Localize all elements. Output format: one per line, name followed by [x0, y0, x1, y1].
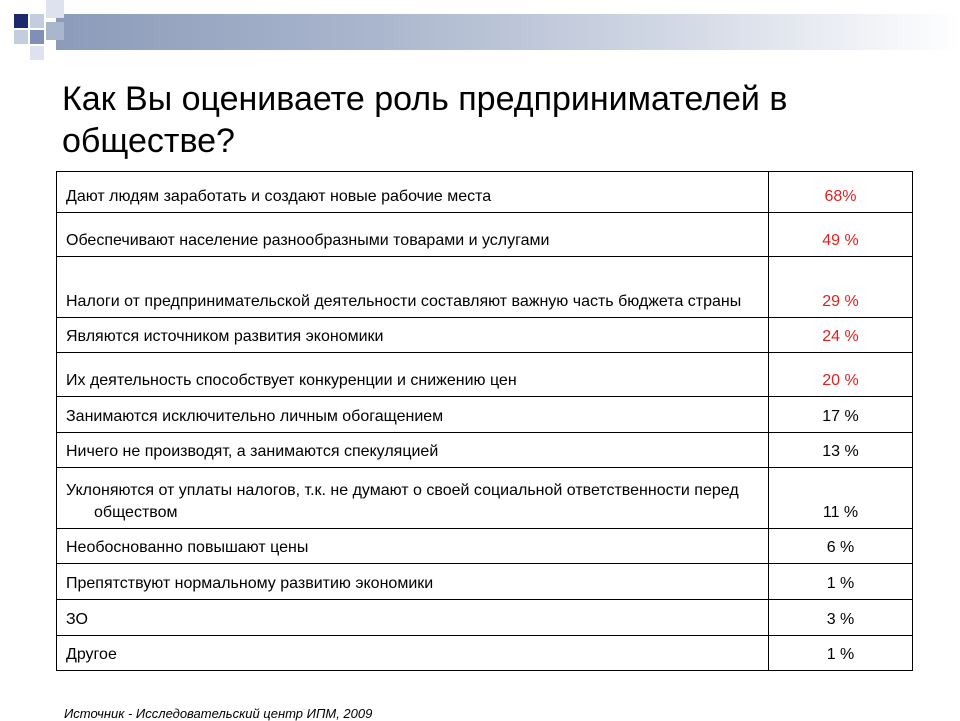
table-row [57, 318, 913, 353]
decor-square [30, 46, 44, 60]
row-value: 3 % [769, 600, 913, 636]
row-value: 24 % [769, 318, 913, 353]
row-value: 11 % [769, 468, 913, 529]
row-value: 20 % [769, 353, 913, 397]
row-value: 6 % [769, 529, 913, 564]
row-label: ЗО [57, 600, 769, 636]
row-label: Уклоняются от уплаты налогов, т.к. не думают о своей социальной ответственности перед обществом [57, 468, 769, 529]
decor-square [14, 30, 28, 44]
row-value: 49 % [769, 213, 913, 257]
table-row [57, 468, 913, 529]
row-label: Обеспечивают население разнообразными товарами и услугами [57, 213, 769, 257]
row-label: Препятствуют нормальному развитию экономики [57, 564, 769, 600]
row-label: Занимаются исключительно личным обогащением [57, 397, 769, 433]
table-row [57, 433, 913, 468]
row-label: Налоги от предпринимательской деятельности составляют важную часть бюджета страны [57, 257, 769, 318]
header-band [56, 14, 960, 50]
survey-table [56, 171, 913, 671]
decor-square [30, 14, 44, 28]
table-row [57, 529, 913, 564]
source-note: Источник - Исследовательский центр ИПМ, 2009 [64, 706, 373, 721]
decor-square [46, 22, 64, 40]
table-row [57, 213, 913, 257]
table-row [57, 353, 913, 397]
table-row [57, 600, 913, 636]
decor-square [14, 14, 28, 28]
row-value: 29 % [769, 257, 913, 318]
row-value: 17 % [769, 397, 913, 433]
decor-square [46, 0, 64, 18]
decor-square [30, 30, 44, 44]
row-value: 1 % [769, 636, 913, 671]
row-label: Дают людям заработать и создают новые рабочие места [57, 172, 769, 213]
row-label: Ничего не производят, а занимаются спекуляцией [57, 433, 769, 468]
row-value: 68% [769, 172, 913, 213]
row-label: Другое [57, 636, 769, 671]
row-label: Необоснованно повышают цены [57, 529, 769, 564]
table-row [57, 564, 913, 600]
row-label: Их деятельность способствует конкуренции и снижению цен [57, 353, 769, 397]
row-value: 1 % [769, 564, 913, 600]
table-row [57, 397, 913, 433]
table-row [57, 257, 913, 318]
slide-title: Как Вы оцениваете роль предпринимателей в обществе? [62, 80, 788, 160]
row-label: Являются источником развития экономики [57, 318, 769, 353]
table-row [57, 172, 913, 213]
row-value: 13 % [769, 433, 913, 468]
table-row [57, 636, 913, 671]
